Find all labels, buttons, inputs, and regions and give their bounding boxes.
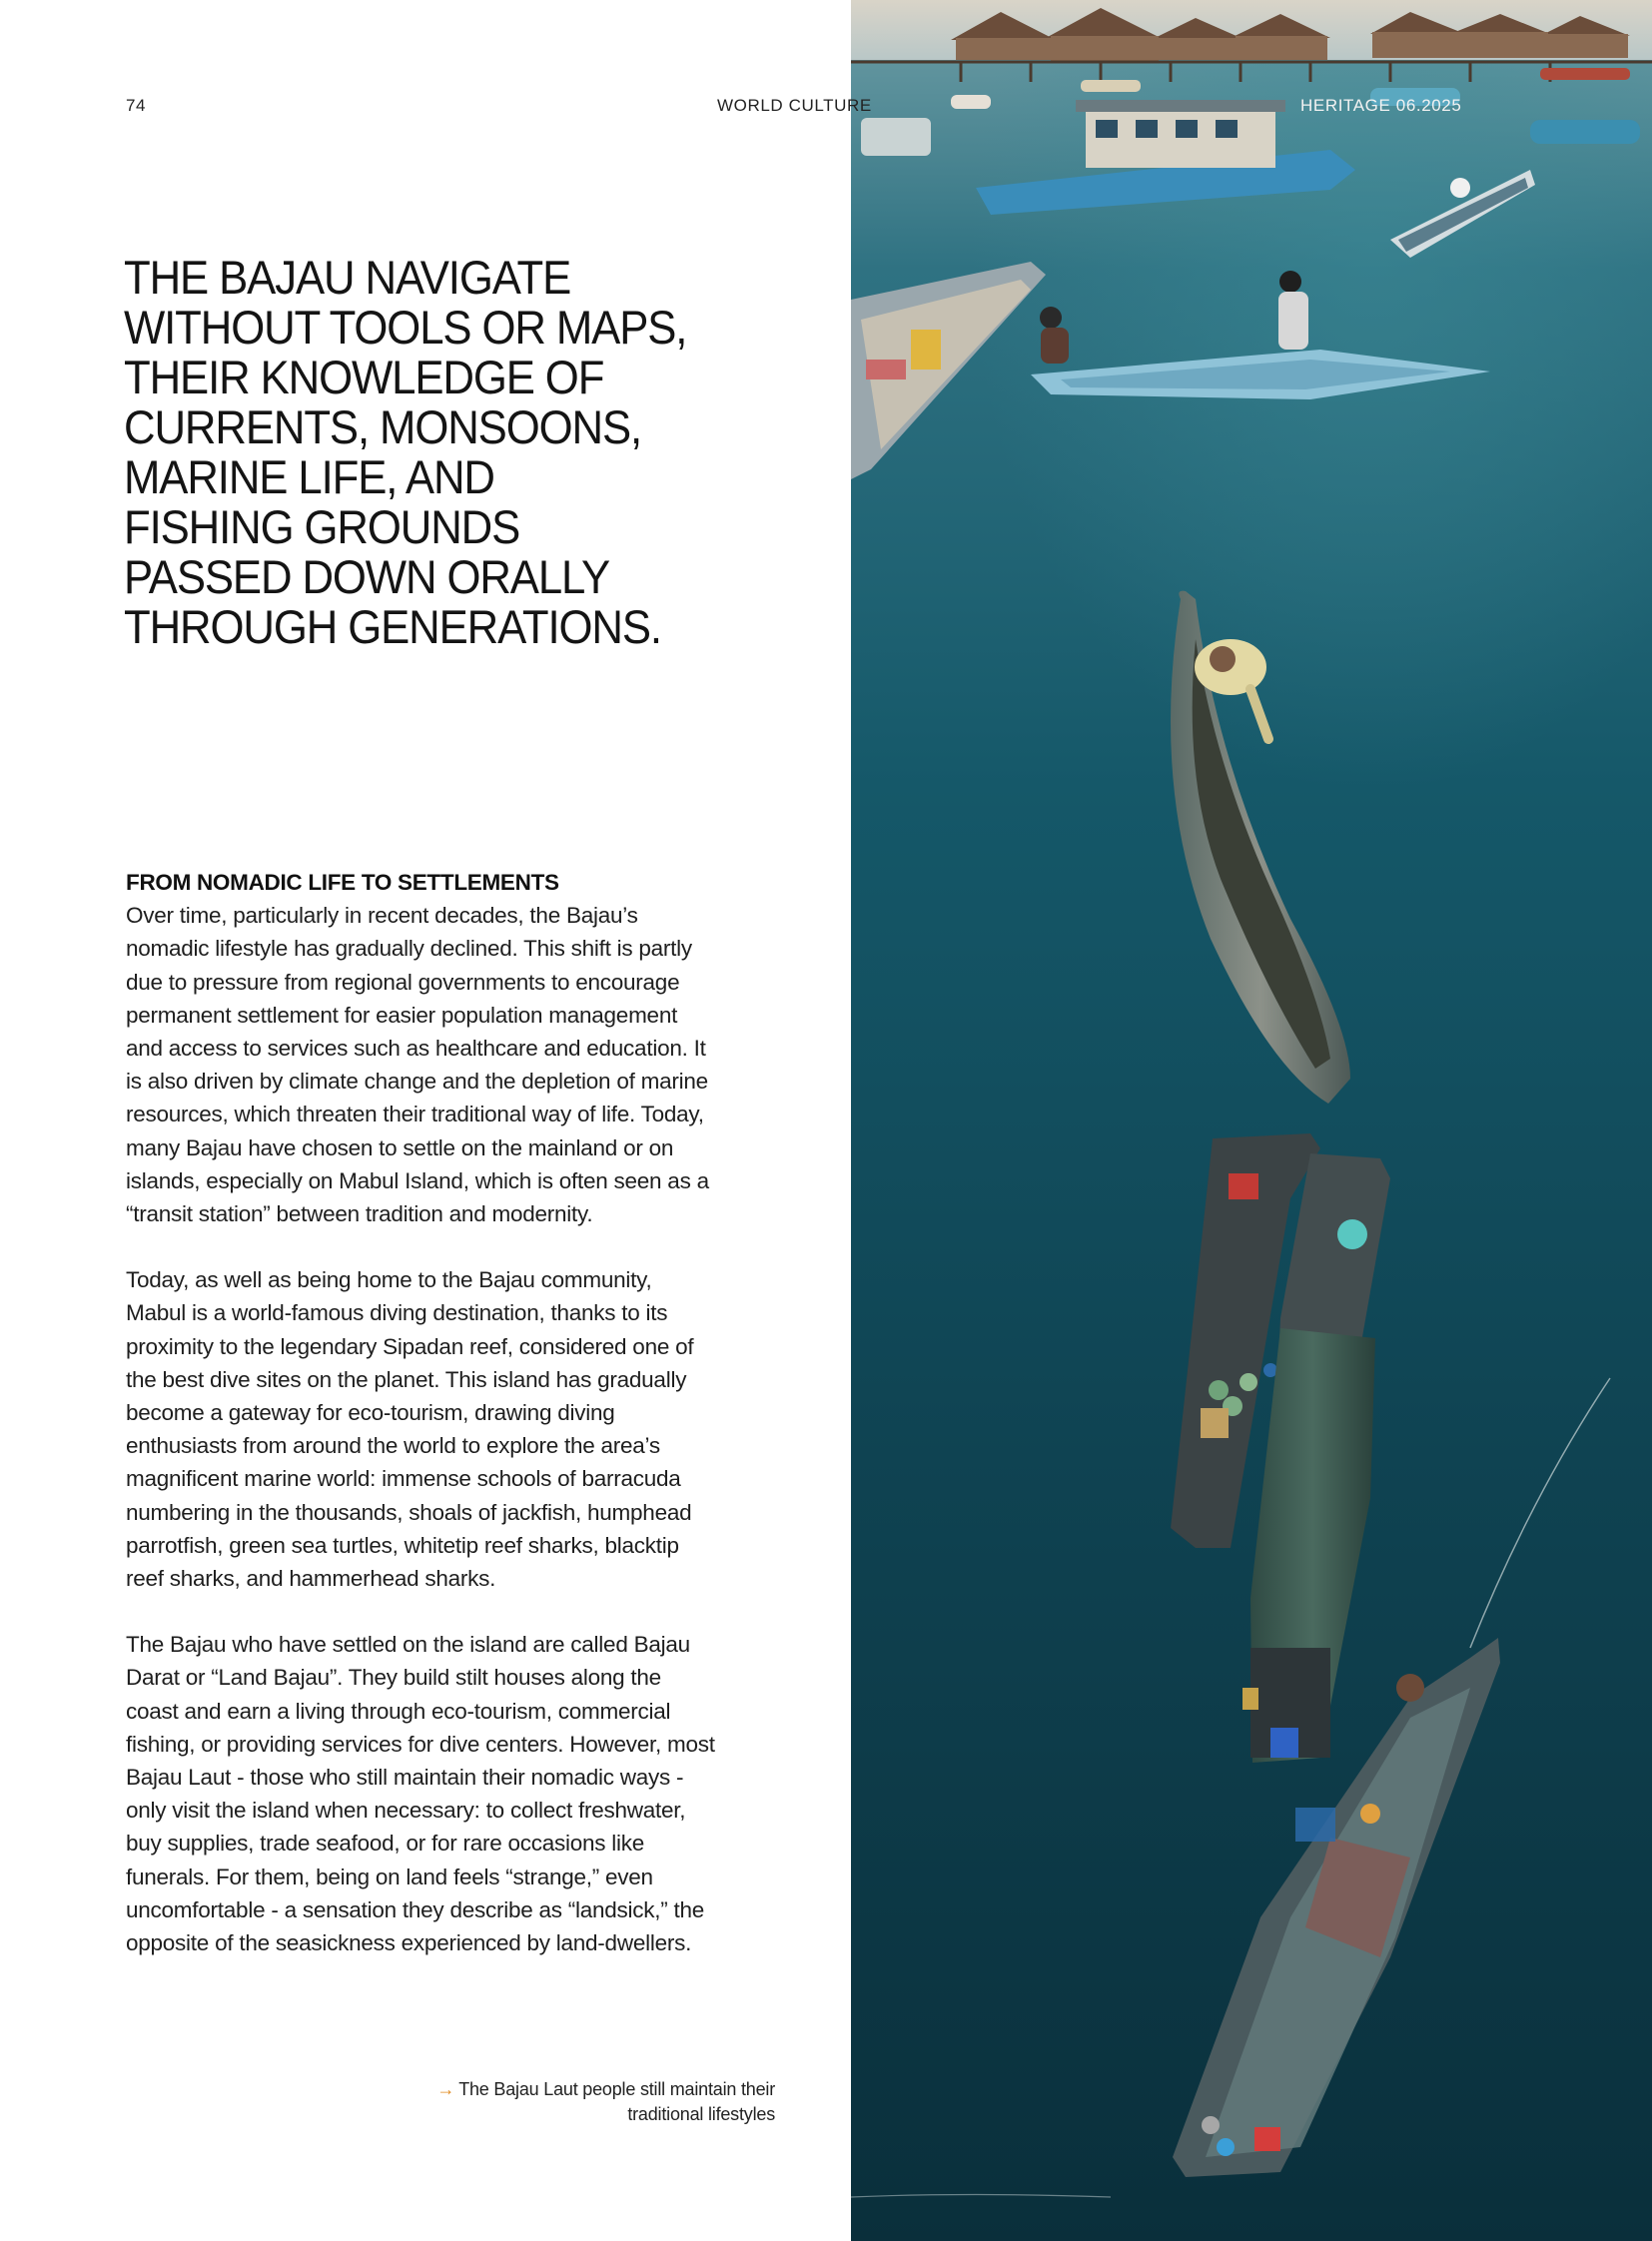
text-line: islands, especially on Mabul Island, which is often seen as a xyxy=(126,1167,709,1193)
photo-caption xyxy=(380,2077,775,2127)
photo-illustration xyxy=(851,0,1652,2241)
pull-quote-line: WITHOUT TOOLS OR MAPS, xyxy=(124,302,687,355)
pull-quote-line: CURRENTS, MONSOONS, xyxy=(124,401,642,454)
text-line: permanent settlement for easier population management xyxy=(126,1002,678,1028)
pull-quote-line: PASSED DOWN ORALLY xyxy=(124,551,610,604)
text-line: become a gateway for eco-tourism, drawing diving xyxy=(126,1400,615,1426)
text-line: parrotfish, green sea turtles, whitetip reef sharks, blacktip xyxy=(126,1532,679,1558)
article-heading: FROM NOMADIC LIFE TO SETTLEMENTS xyxy=(126,870,559,895)
text-line: proximity to the legendary Sipadan reef, considered one of xyxy=(126,1333,694,1359)
text-line: reef sharks, and hammerhead sharks. xyxy=(126,1566,496,1592)
text-line: Today, as well as being home to the Bajau community, xyxy=(126,1267,652,1293)
caption-line: traditional lifestyles xyxy=(627,2104,775,2124)
pull-quote-line: THE BAJAU NAVIGATE xyxy=(124,252,571,305)
text-line: coast and earn a living through eco-tourism, commercial xyxy=(126,1698,671,1724)
text-line: due to pressure from regional governments to encourage xyxy=(126,969,680,995)
text-line: is also driven by climate change and the depletion of marine xyxy=(126,1069,708,1095)
text-line: resources, which threaten their traditional way of life. Today, xyxy=(126,1102,704,1127)
pull-quote-line: MARINE LIFE, AND xyxy=(124,451,494,504)
text-line: uncomfortable - a sensation they describe as “landsick,” the xyxy=(126,1896,705,1922)
text-line: Bajau Laut - those who still maintain their nomadic ways - xyxy=(126,1765,684,1791)
issue-label: HERITAGE 06.2025 xyxy=(1300,96,1462,115)
page-number: 74 xyxy=(126,96,146,115)
text-line: Darat or “Land Bajau”. They build stilt houses along the xyxy=(126,1665,661,1691)
article-paragraph xyxy=(126,899,765,1230)
arrow-right-icon: → xyxy=(436,2079,455,2099)
text-line: numbering in the thousands, shoals of jackfish, humphead xyxy=(126,1499,692,1525)
text-line: enthusiasts from around the world to explore the area’s xyxy=(126,1433,660,1459)
text-line: buy supplies, trade seafood, or for rare occasions like xyxy=(126,1831,645,1857)
text-line: nomadic lifestyle has gradually declined. This shift is partly xyxy=(126,936,692,962)
article-paragraph xyxy=(126,1628,765,1959)
text-line: Mabul is a world-famous diving destination, thanks to its xyxy=(126,1300,668,1326)
text-line: opposite of the seasickness experienced by land-dwellers. xyxy=(126,1930,692,1956)
caption-line xyxy=(380,2077,775,2102)
text-line: only visit the island when necessary: to collect freshwater, xyxy=(126,1798,686,1824)
text-line: funerals. For them, being on land feels “strange,” even xyxy=(126,1864,653,1889)
pull-quote-line: FISHING GROUNDS xyxy=(124,501,520,554)
text-line: Over time, particularly in recent decades, the Bajau’s xyxy=(126,903,638,929)
aerial-boats-photo xyxy=(851,0,1652,2241)
text-line: The Bajau who have settled on the island are called Bajau xyxy=(126,1632,690,1658)
text-line: “transit station” between tradition and modernity. xyxy=(126,1201,593,1227)
article-paragraph xyxy=(126,1263,765,1595)
article-body xyxy=(126,866,765,1992)
text-line: many Bajau have chosen to settle on the mainland or on xyxy=(126,1134,674,1160)
caption-text: The Bajau Laut people still maintain their xyxy=(458,2079,775,2099)
pull-quote xyxy=(124,254,712,653)
section-label: WORLD CULTURE xyxy=(717,96,872,115)
text-line: magnificent marine world: immense schools of barracuda xyxy=(126,1466,681,1492)
pull-quote-line: THEIR KNOWLEDGE OF xyxy=(124,352,604,404)
pull-quote-line: THROUGH GENERATIONS. xyxy=(124,601,661,654)
text-line: the best dive sites on the planet. This island has gradually xyxy=(126,1366,687,1392)
text-line: and access to services such as healthcare and education. It xyxy=(126,1036,706,1062)
text-line: fishing, or providing services for dive centers. However, most xyxy=(126,1731,715,1757)
